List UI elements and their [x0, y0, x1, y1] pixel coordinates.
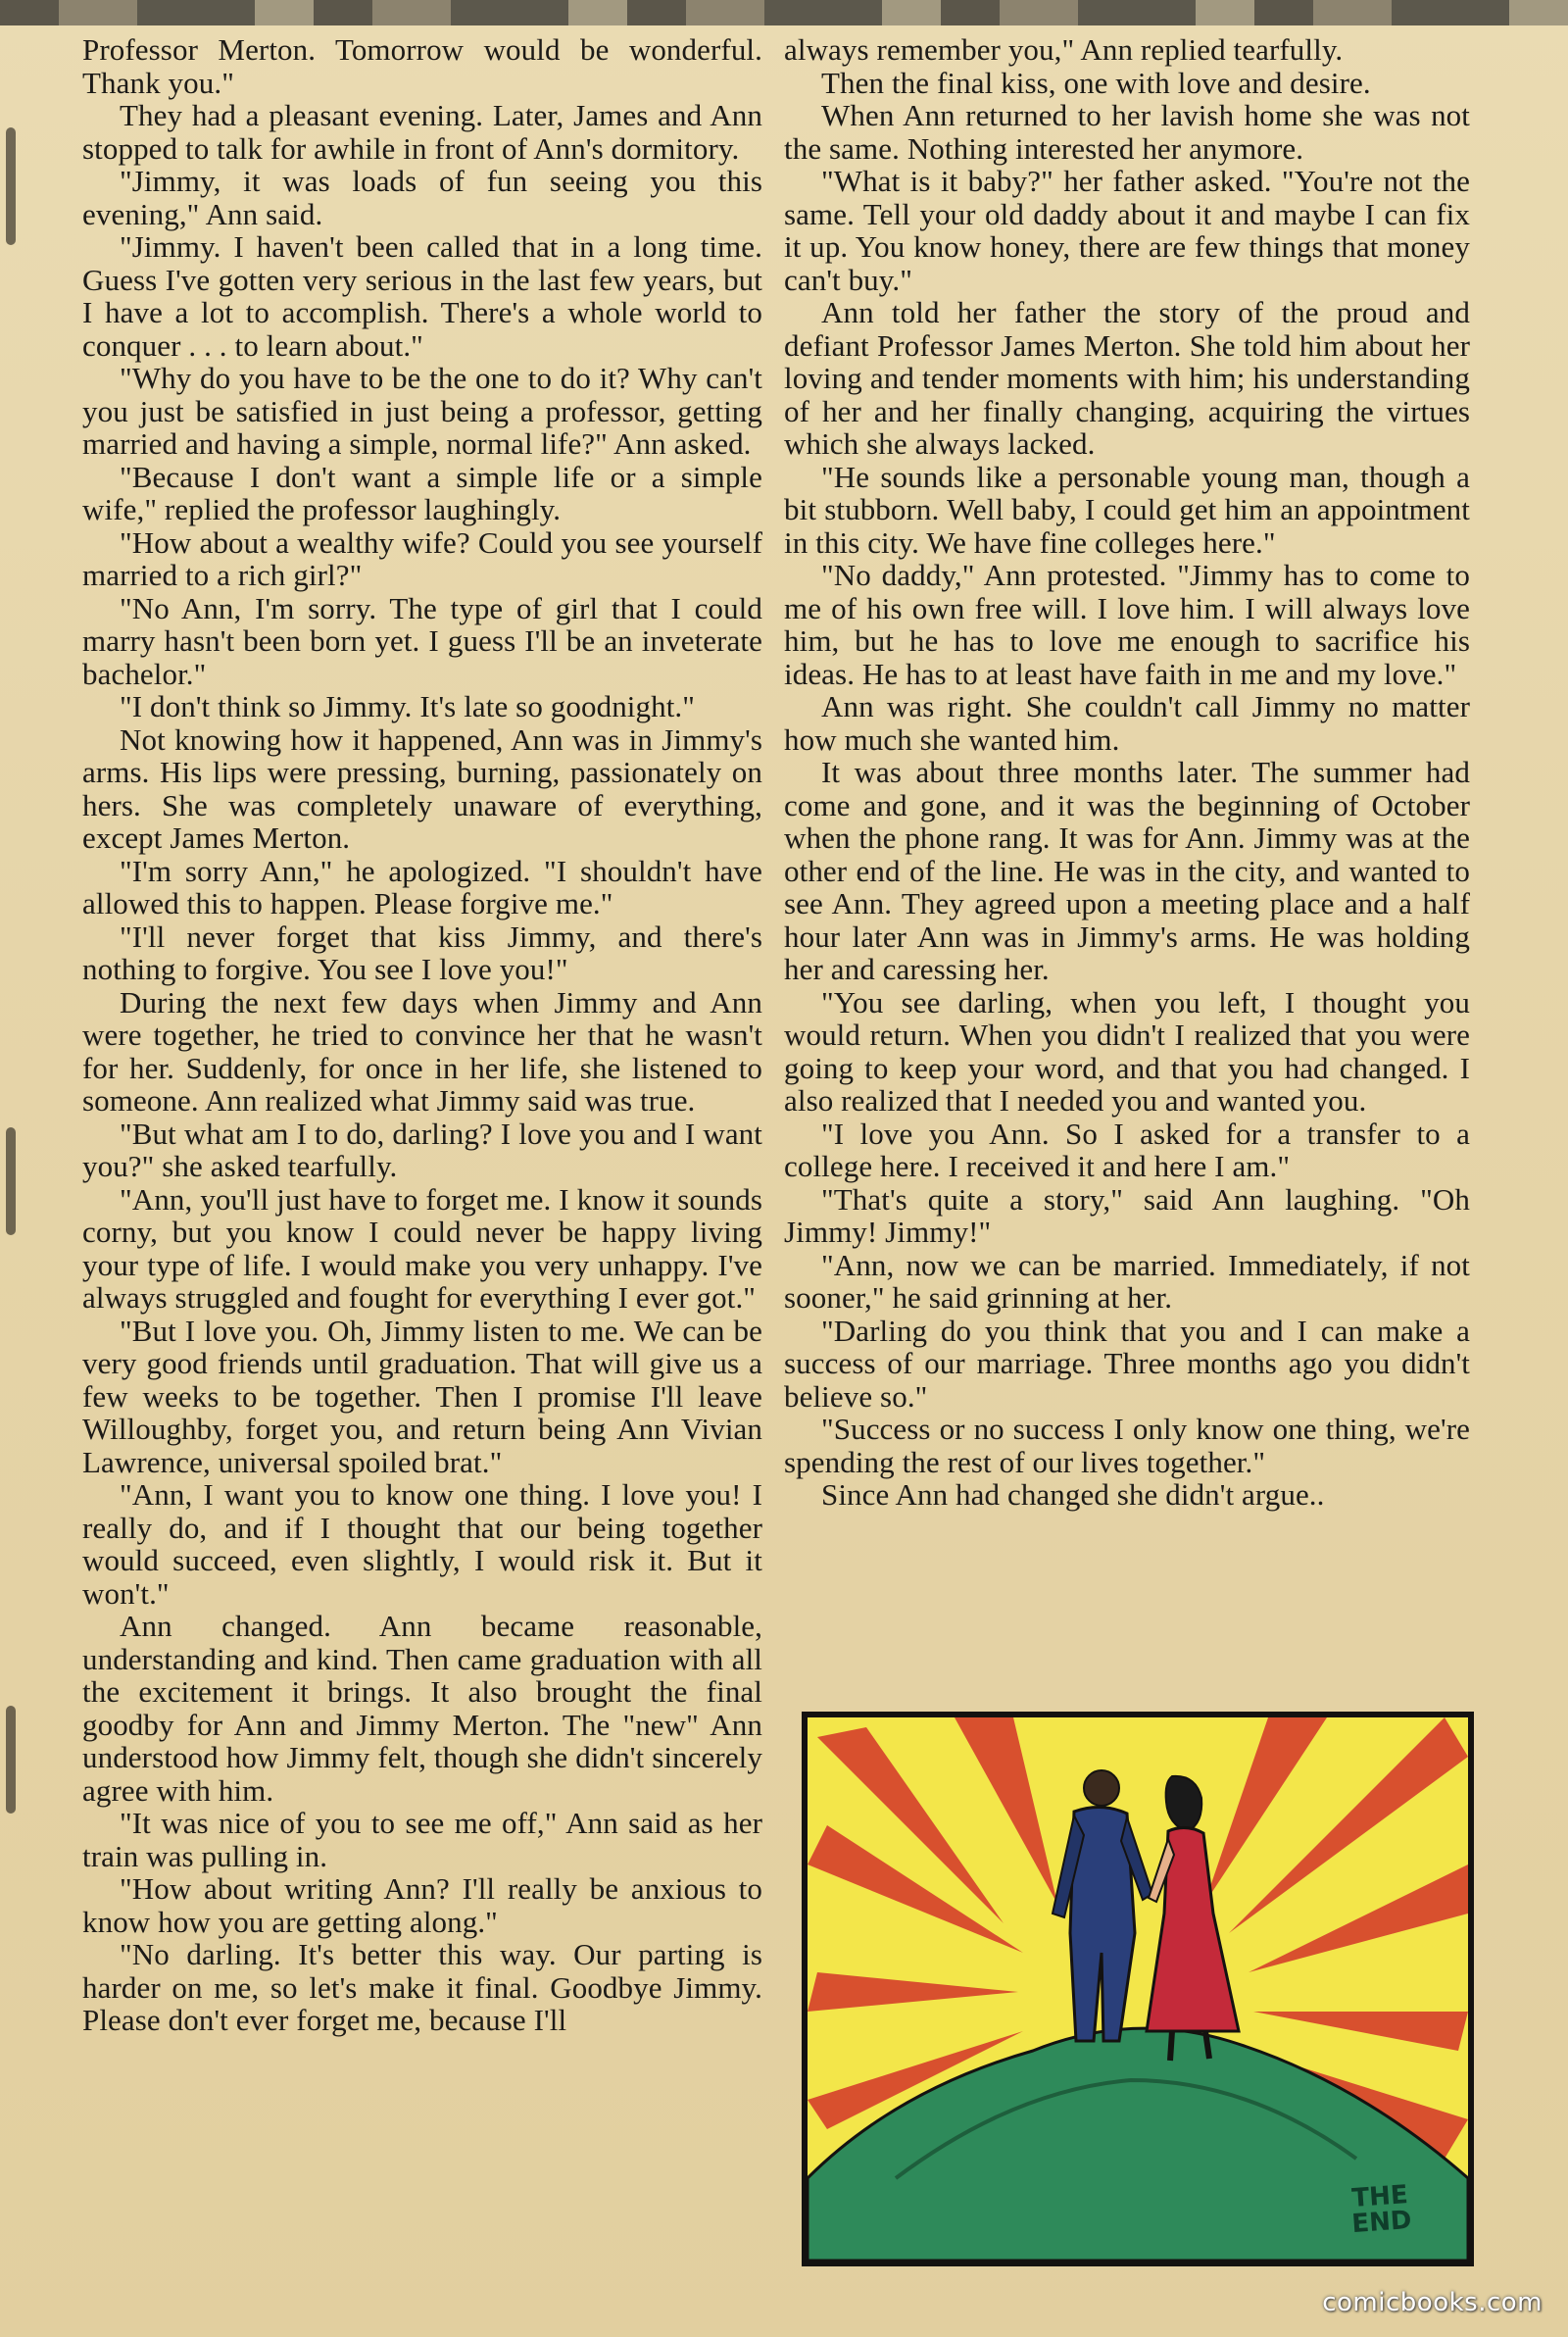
paragraph: "I'm sorry Ann," he apologized. "I shouldn't have allowed this to happen. Please forgive me.": [82, 853, 762, 920]
paragraph: Then the final kiss, one with love and desire.: [821, 65, 1371, 100]
paragraph: "But what am I to do, darling? I love you and I want you?" she asked tearfully.: [82, 1116, 762, 1183]
paragraph: always remember you," Ann replied tearfully.: [784, 32, 1344, 67]
paragraph: Not knowing how it happened, Ann was in Jimmy's arms. His lips were pressing, burning, passionately on hers. She was completely unaware of everything, except James Merton.: [82, 721, 762, 855]
right-text-column: [784, 33, 1470, 1512]
left-text-column: [82, 33, 762, 2037]
site-watermark: comicbooks.com: [1322, 2288, 1543, 2317]
paragraph: "No Ann, I'm sorry. The type of girl that I could marry hasn't been born yet. I guess I'll be an inveterate bachelor.": [82, 590, 762, 691]
paragraph: "I'll never forget that kiss Jimmy, and there's nothing to forgive. You see I love you!": [82, 919, 762, 986]
paragraph: "No darling. It's better this way. Our parting is harder on me, so let's make it final. Goodbye Jimmy. Please don't ever forget me, because I'll: [82, 1937, 762, 2037]
paragraph: Ann was right. She couldn't call Jimmy no matter how much she wanted him.: [784, 689, 1470, 757]
spine-mark: [6, 127, 16, 245]
paragraph: "That's quite a story," said Ann laughing. "Oh Jimmy! Jimmy!": [784, 1181, 1470, 1249]
paragraph: "Darling do you think that you and I can make a success of our marriage. Three months ago you didn't believe so.": [784, 1313, 1470, 1414]
spine-mark: [6, 1706, 16, 1814]
final-illustration-panel: [802, 1712, 1474, 2266]
paragraph: "Ann, you'll just have to forget me. I know it sounds corny, but you know I could never be happy living your type of life. I would make you very unhappy. I've always struggled and fought for everything I ever got.": [82, 1181, 762, 1315]
the-end-lettering: THE END: [1350, 2180, 1413, 2240]
paragraph: "I love you Ann. So I asked for a transfer to a college here. I received it and here I am.": [784, 1116, 1470, 1183]
paragraph: "Ann, now we can be married. Immediately, if not sooner," he said grinning at her.: [784, 1247, 1470, 1315]
spine-mark: [6, 1127, 16, 1235]
paragraph: "What is it baby?" her father asked. "You're not the same. Tell your old daddy about it and maybe I can fix it up. You know honey, there are few things that money can't buy.": [784, 164, 1470, 297]
paragraph: "You see darling, when you left, I thought you would return. When you didn't I realized that you were going to keep your word, and that you had changed. I also realized that I needed you and wanted you.: [784, 984, 1470, 1118]
paragraph: They had a pleasant evening. Later, James and Ann stopped to talk for awhile in front of Ann's dormitory.: [82, 98, 762, 166]
paragraph: "Why do you have to be the one to do it? Why can't you just be satisfied in just being a professor, getting married and having a simple, normal life?" Ann asked.: [82, 361, 762, 461]
paragraph: "It was nice of you to see me off," Ann said as her train was pulling in.: [82, 1806, 762, 1873]
paragraph: Since Ann had changed she didn't argue..: [821, 1477, 1325, 1512]
paragraph: "Jimmy, it was loads of fun seeing you this evening," Ann said.: [82, 164, 762, 231]
paragraph: It was about three months later. The summer had come and gone, and it was the beginning of October when the phone rang. It was for Ann. Jimmy was at the other end of the line. He was in the city, and wanted to see Ann. They agreed upon a meeting place and a half hour later Ann was in Jimmy's arms. He was holding her and caressing her.: [784, 755, 1470, 986]
paragraph: "But I love you. Oh, Jimmy listen to me. We can be very good friends until graduation. That will give us a few weeks to be together. Then I promise I'll leave Willoughby, forget you, and return being Ann Vivian Lawrence, universal spoiled brat.": [82, 1313, 762, 1479]
paragraph: "How about writing Ann? I'll really be anxious to know how you are getting along.": [82, 1871, 762, 1939]
paragraph: Ann changed. Ann became reasonable, understanding and kind. Then came graduation with all the excitement it brings. It also brought the final goodby for Ann and Jimmy Merton. The "new" Ann understood how Jimmy felt, though she didn't sincerely agree with him.: [82, 1609, 762, 1808]
paragraph: "No daddy," Ann protested. "Jimmy has to come to me of his own free will. I love him. I will always love him, but he has to love me enough to sacrifice his ideas. He has to at least have faith in me and my love.": [784, 558, 1470, 691]
paragraph: "How about a wealthy wife? Could you see yourself married to a rich girl?": [82, 524, 762, 592]
paragraph: Professor Merton. Tomorrow would be wonderful. Thank you.": [82, 32, 762, 100]
paragraph: During the next few days when Jimmy and Ann were together, he tried to convince her that he wasn't for her. Suddenly, for once in her life, she listened to someone. Ann realized what Jimmy said was true.: [82, 984, 762, 1118]
page-top-edge: [0, 0, 1568, 25]
paragraph: "Ann, I want you to know one thing. I love you! I really do, and if I thought that our being together would succeed, even slightly, I would risk it. But it won't.": [82, 1477, 762, 1611]
paragraph: "Success or no success I only know one thing, we're spending the rest of our lives together.": [784, 1412, 1470, 1479]
paragraph: "I don't think so Jimmy. It's late so goodnight.": [120, 689, 696, 723]
paragraph: When Ann returned to her lavish home she was not the same. Nothing interested her anymore.: [784, 98, 1470, 166]
couple-on-hill-illustration: [808, 1717, 1468, 2261]
paragraph: "He sounds like a personable young man, though a bit stubborn. Well baby, I could get him an appointment in this city. We have fine colleges here.": [784, 459, 1470, 560]
paragraph: "Jimmy. I haven't been called that in a long time. Guess I've gotten very serious in the last few years, but I have a lot to accomplish. There's a whole world to conquer . . . to learn about.": [82, 229, 762, 363]
paragraph: Ann told her father the story of the proud and defiant Professor James Merton. She told him about her loving and tender moments with him; his understanding of her and her finally changing, acquiring the virtues which she always lacked.: [784, 295, 1470, 461]
paragraph: "Because I don't want a simple life or a simple wife," replied the professor laughingly.: [82, 459, 762, 526]
